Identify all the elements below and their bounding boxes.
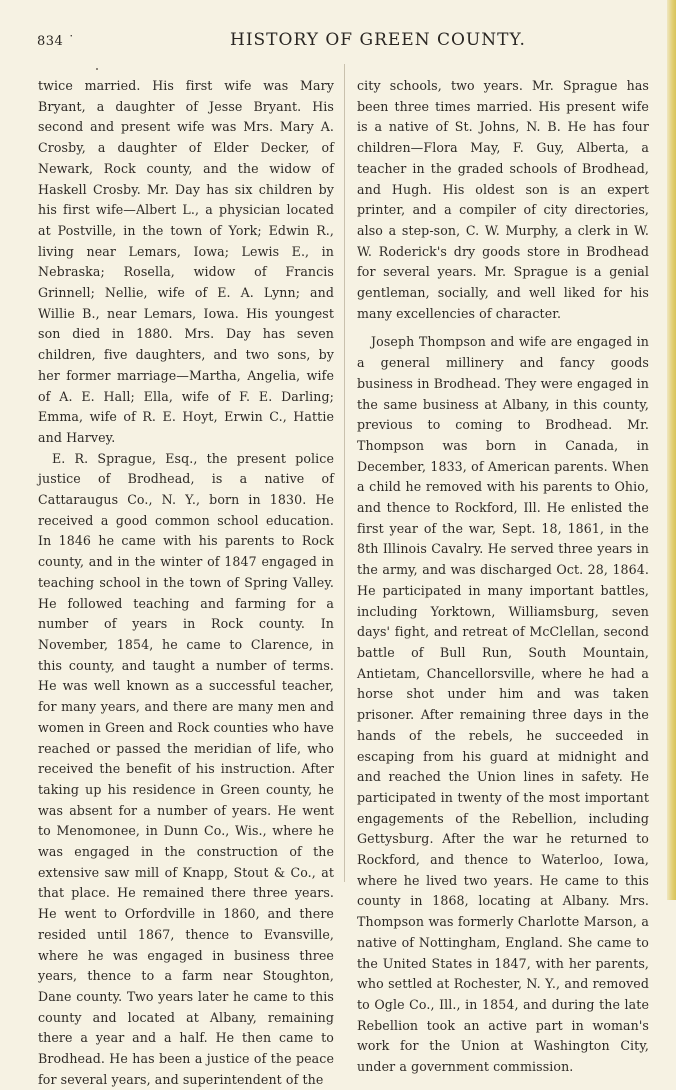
print-speck: [96, 68, 98, 70]
running-title: HISTORY OF GREEN COUNTY.: [230, 30, 526, 50]
paragraph-sprague-continued: city schools, two years. Mr. Sprague has been three times married. His present wife is a native of St. Johns, N. B. He has four children—Flora May, F. Guy, Alberta, a teacher in the graded schools of Brodhead, and Hugh. His oldest son is an expert printer, and a compiler of city directories, also a step-son, C. W. Murphy, a clerk in W. W. Roderick's dry goods store in Brodhead for several years. Mr. Sprague is a genial gentleman, socially, and well liked for his many excellencies of character.: [357, 78, 649, 321]
page-header: [0, 30, 660, 56]
left-column: [38, 76, 334, 1090]
column-divider: [344, 64, 345, 882]
page-edge: [667, 0, 676, 900]
paragraph-day-family: twice married. His first wife was Mary Bryant, a daughter of Jesse Bryant. His second and present wife was Mrs. Mary A. Crosby, a daughter of Elder Decker, of Newark, Rock county, and the widow of Haskell Crosby. Mr. Day has six children by his first wife—Albert L., a physician located at Postville, in the town of York; Edwin R., living near Lemars, Iowa; Lewis E., in Nebraska; Rosella, widow of Francis Grinnell; Nellie, wife of E. A. Lynn; and Willie B., near Lemars, Iowa. His youngest son died in 1880. Mrs. Day has seven children, five daughters, and two sons, by her former marriage—Martha, Angelia, wife of A. E. Hall; Ella, wife of F. E. Darling; Emma, wife of R. E. Hoyt, Erwin C., Hattie and Harvey.: [38, 78, 334, 445]
paragraph-thompson-bio: Joseph Thompson and wife are engaged in a general millinery and fancy goods business in Brodhead. They were engaged in the same business at Albany, in this county, previous to coming to Brodhead. Mr. Thompson was born in Canada, in December, 1833, of American parents. When a child he removed with his parents to Ohio, and thence to Rockford, Ill. He enlisted the first year of the war, Sept. 18, 1861, in the 8th Illinois Cavalry. He served three years in the army, and was discharged Oct. 28, 1864. He participated in many important battles, including Yorktown, Williamsburg, seven days' fight, and retreat of McClellan, second battle of Bull Run, South Mountain, Antietam, Chancellorsville, where he had a horse shot under him and was taken prisoner. After remaining three days in the hands of the rebels, he succeeded in escaping from his guard at midnight and and reached the Union lines in safety. He participated in twenty of the most important engagements of the Rebellion, including Gettysburg. After the war he returned to Rockford, and thence to Waterloo, Iowa, where he lived two years. He came to this county in 1868, locating at Albany. Mrs. Thompson was formerly Charlotte Marson, a native of Nottingham, England. She came to the United States in 1847, with her parents, who settled at Rochester, N. Y., and removed to Ogle Co., Ill., in 1854, and during the late Rebellion took an active part in woman's work for the Union at Washington City, under a government commission.: [357, 334, 649, 1075]
page-number: 834 ˙: [37, 34, 75, 49]
paragraph-sprague-bio: E. R. Sprague, Esq., the present police justice of Brodhead, is a native of Cattaraugus Co., N. Y., born in 1830. He received a good common school education. In 1846 he came with his parents to Rock county, and in the winter of 1847 engaged in teaching school in the town of Spring Valley. He followed teaching and farming for a number of years in Rock county. In November, 1854, he came to Clarence, in this county, and taught a number of terms. He was well known as a successful teacher, for many years, and there are many men and women in Green and Rock counties who have reached or passed the meridian of life, who received the benefit of his instruction. After taking up his residence in Green county, he was absent for a number of years. He went to Menomonee, in Dunn Co., Wis., where he was engaged in the construction of the extensive saw mill of Knapp, Stout & Co., at that place. He remained there three years. He went to Orfordville in 1860, and there resided until 1867, thence to Evansville, where he was engaged in business three years, thence to a farm near Stoughton, Dane county. Two years later he came to this county and located at Albany, remaining there a year and a half. He then came to Brodhead. He has been a justice of the peace for several years, and superintendent of the: [38, 450, 334, 1087]
right-column: [357, 76, 649, 1078]
